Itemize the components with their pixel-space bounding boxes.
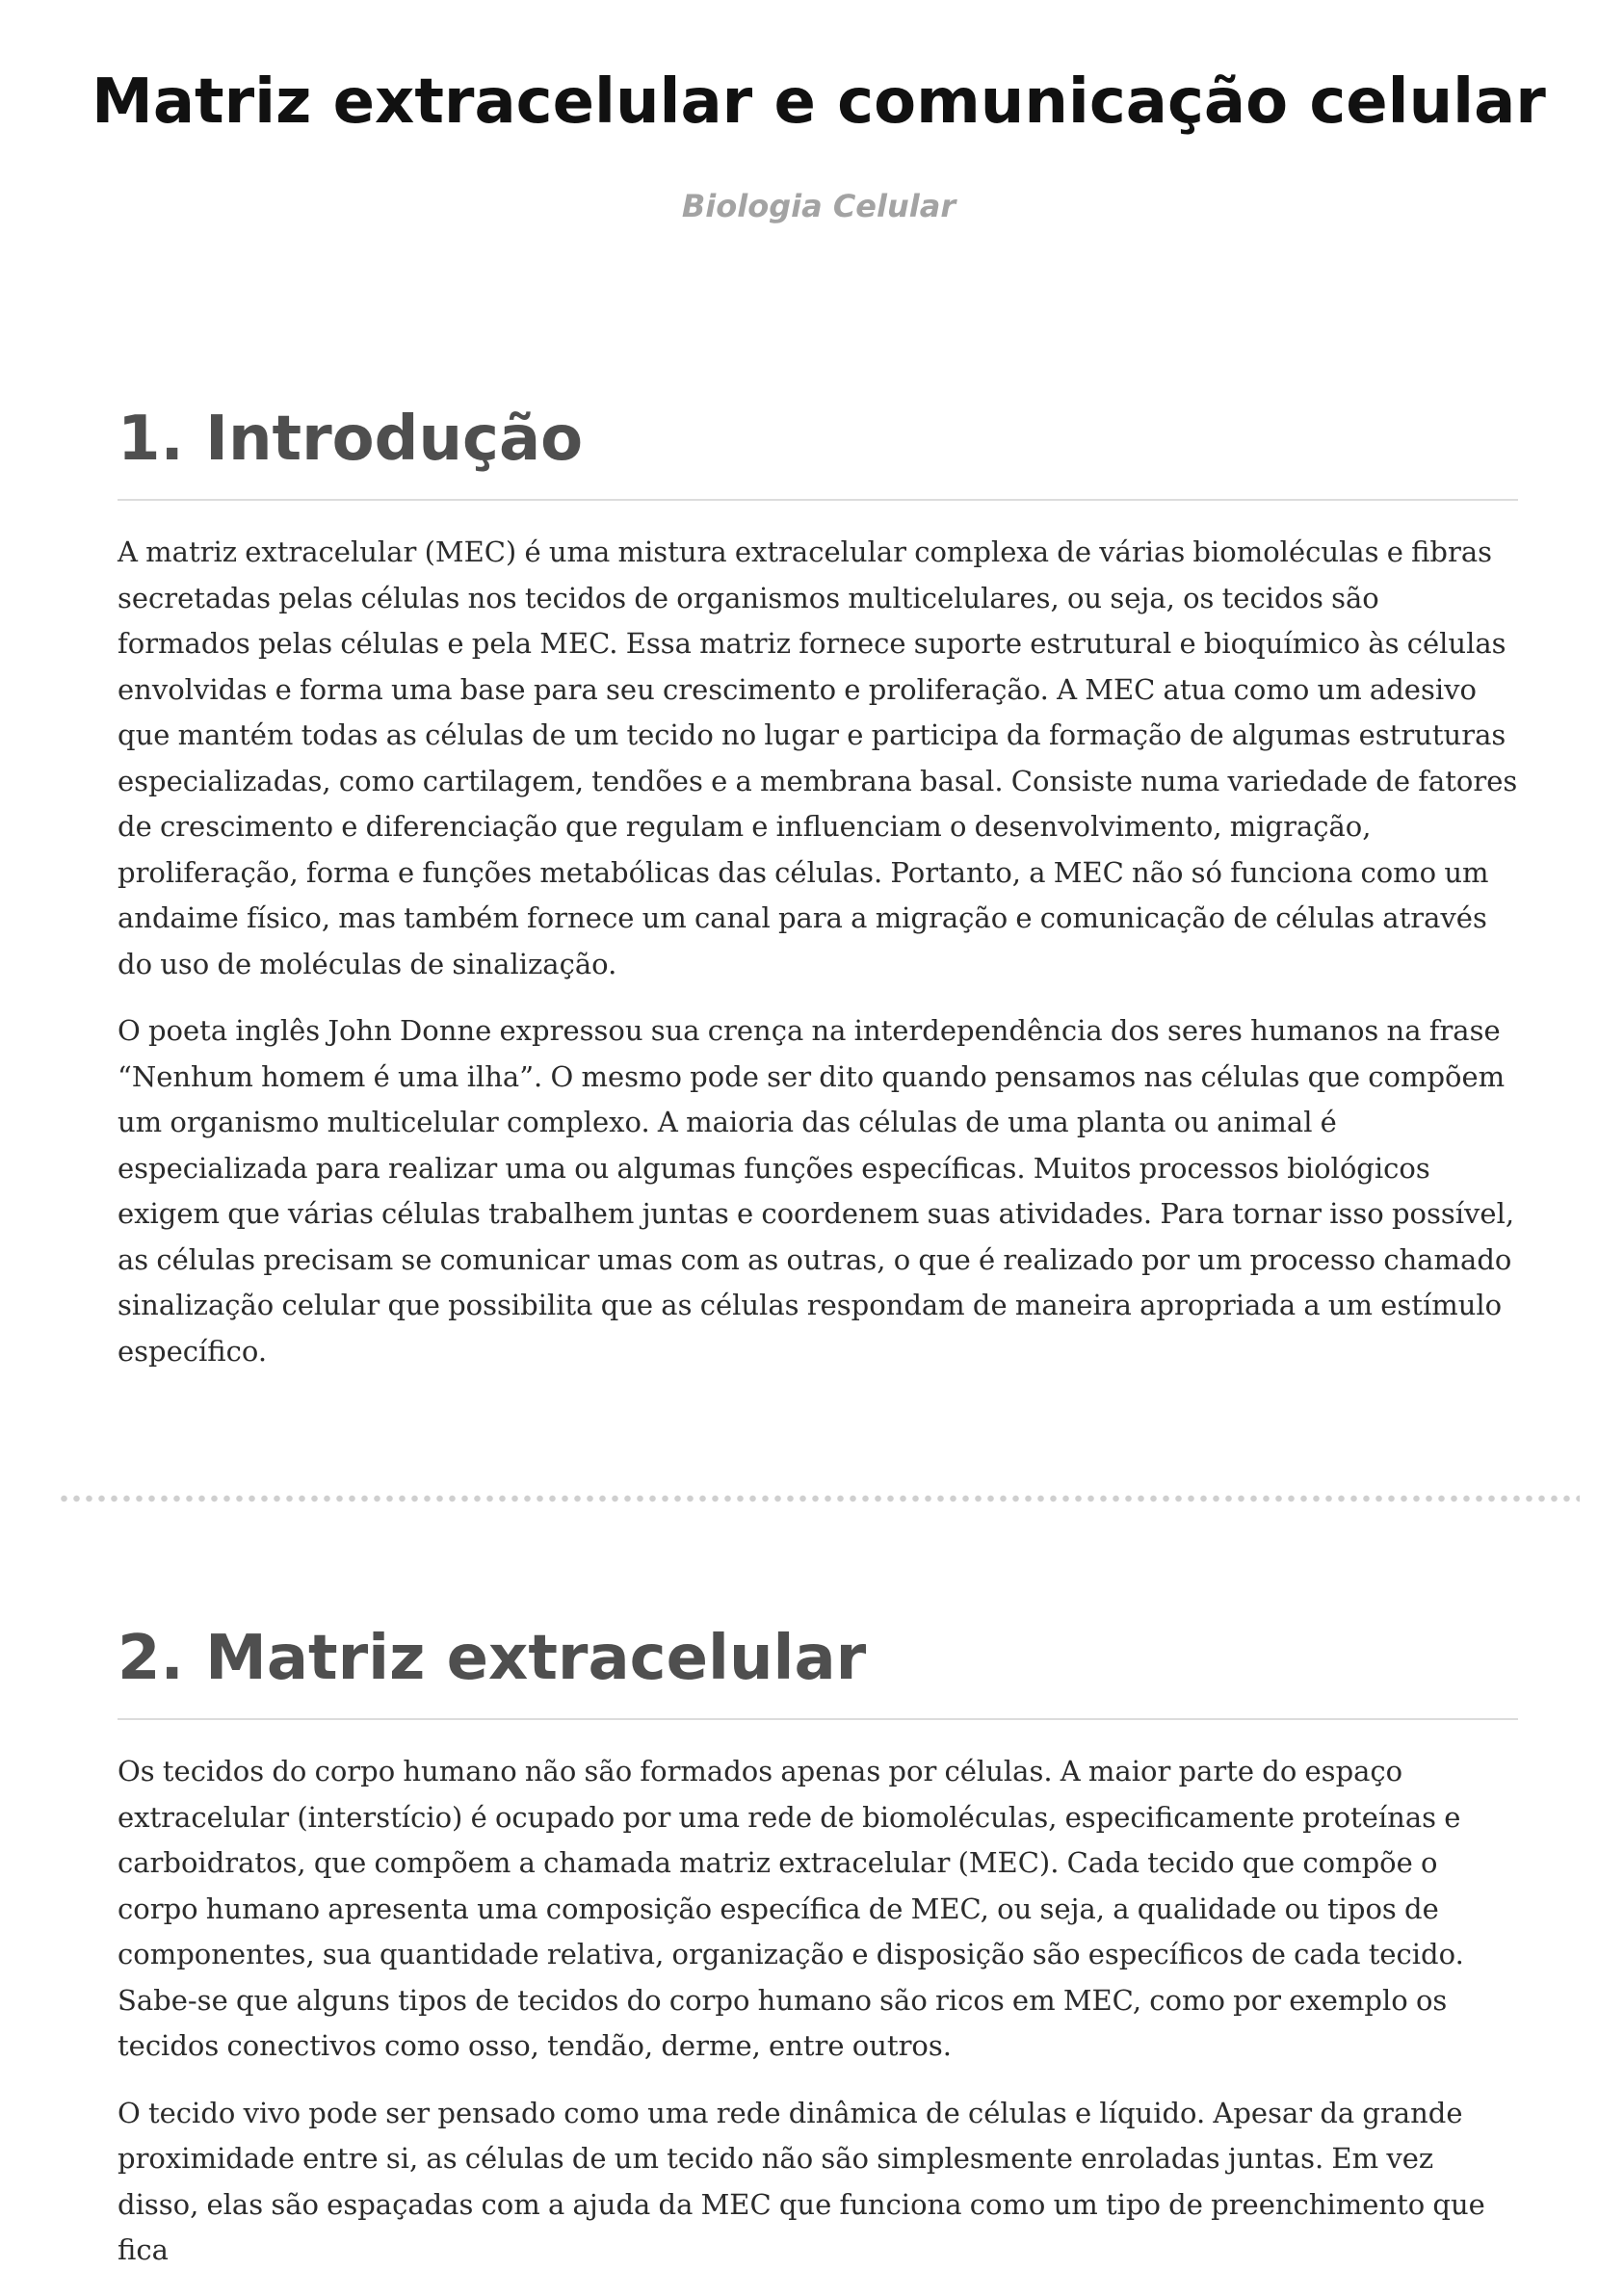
document-title: Matriz extracelular e comunicação celular	[92, 66, 1546, 138]
paragraph: A matriz extracelular (MEC) é uma mistura extracelular complexa de várias biomoléculas e fibras secretadas pelas células nos tecidos de organismos multicelulares, ou seja, os tecidos são formados pelas células e pela MEC. Essa matriz fornece suporte estrutural e bioquímico às células envolvidas e forma uma base para seu crescimento e proliferação. A MEC atua como um adesivo que mantém todas as células de um tecido no lugar e participa da formação de algumas estruturas especializadas, como cartilagem, tendões e a membrana basal. Consiste numa variedade de fatores de crescimento e diferenciação que regulam e influenciam o desenvolvimento, migração, proliferação, forma e funções metabólicas das células. Portanto, a MEC não só funciona como um andaime físico, mas também fornece um canal para a migração e comunicação de células através do uso de moléculas de sinalização.	[118, 535, 1518, 980]
paragraph: Os tecidos do corpo humano não são formados apenas por células. A maior parte do espaço extracelular (interstício) é ocupado por uma rede de biomoléculas, especificamente proteínas e carboidratos, que compõem a chamada matriz extracelular (MEC). Cada tecido que compõe o corpo humano apresenta uma composição específica de MEC, ou seja, a qualidade ou tipos de componentes, sua quantidade relativa, organização e disposição são específicos de cada tecido. Sabe-se que alguns tipos de tecidos do corpo humano são ricos em MEC, como por exemplo os tecidos conectivos como osso, tendão, derme, entre outros.	[118, 1755, 1464, 2062]
dotted-divider	[58, 1495, 1580, 1502]
section-heading: 1. Introdução	[118, 399, 1518, 501]
paragraph: O poeta inglês John Donne expressou sua crença na interdependência dos seres humanos na frase “Nenhum homem é uma ilha”. O mesmo pode ser dito quando pensamos nas células que compõem um organismo multicelular complexo. A maioria das células de uma planta ou animal é especializada para realizar uma ou algumas funções específicas. Muitos processos biológicos exigem que várias células trabalhem juntas e coordenem suas atividades. Para tornar isso possível, as células precisam se comunicar umas com as outras, o que é realizado por um processo chamado sinalização celular que possibilita que as células respondam de maneira apropriada a um estímulo específico.	[118, 1014, 1515, 1368]
section-matriz-extracelular	[118, 1618, 1518, 2274]
section-heading: 2. Matriz extracelular	[118, 1618, 1518, 1720]
paragraph: O tecido vivo pode ser pensado como uma rede dinâmica de células e líquido. Apesar da grande proximidade entre si, as células de um tecido não são simplesmente enroladas juntas. Em vez disso, elas são espaçadas com a ajuda da MEC que funciona como um tipo de preenchimento que fica	[118, 2096, 1485, 2266]
document-subtitle: Biologia Celular	[681, 188, 956, 224]
section-introducao	[118, 399, 1518, 1374]
